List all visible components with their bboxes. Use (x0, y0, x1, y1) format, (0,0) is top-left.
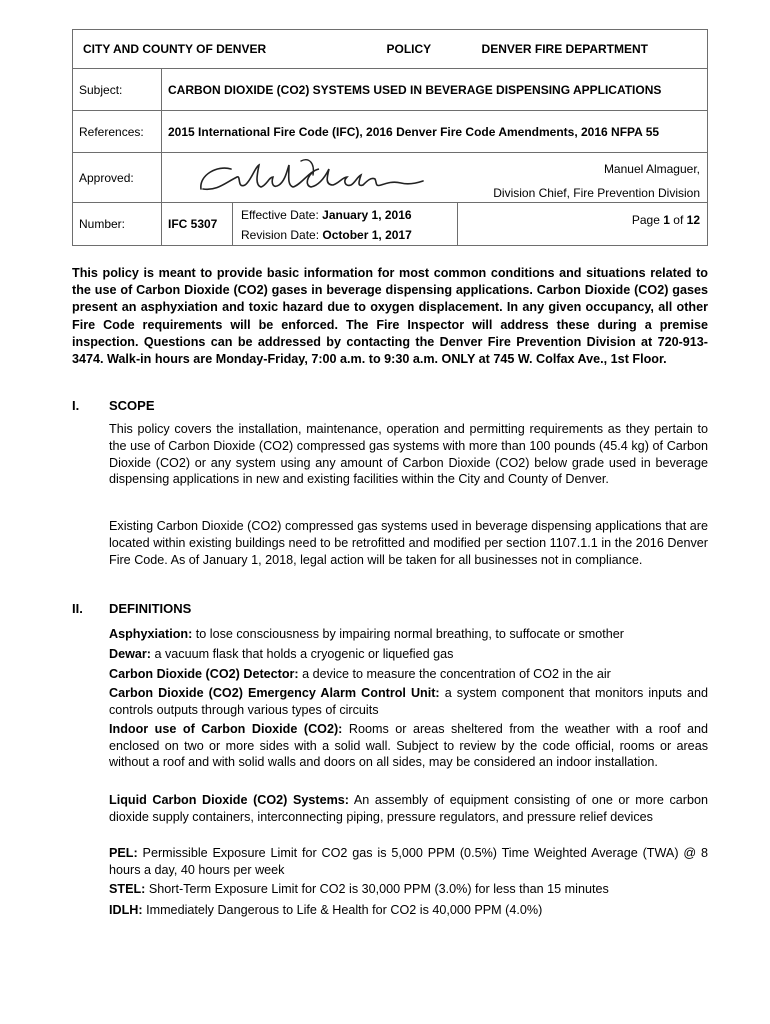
effective-date-label: Effective Date: (241, 208, 319, 222)
definition-term: STEL: (109, 882, 146, 896)
definition-term: Indoor use of Carbon Dioxide (CO2): (109, 722, 343, 736)
definition-term: Dewar: (109, 647, 151, 661)
definitions-heading (72, 601, 191, 616)
intro-paragraph: This policy is meant to provide basic information for most common conditions and situations related to the use of Carbon Dioxide (CO2) gases in beverage dispensing applications. Carbon Dioxide (CO2) gases present an asphyxiation and toxic hazard due to oxygen displacement. In any given occupancy, all other Fire Code requirements will be enforced. The Fire Inspector will address these during a premise inspection. Questions can be addressed by contacting the Denver Fire Prevention Division at 720-913-3474. Walk-in hours are Monday-Friday, 7:00 a.m. to 9:30 a.m. ONLY at 745 W. Colfax Ave., 1st Floor. (72, 266, 708, 367)
definition-term: PEL: (109, 846, 138, 860)
definition-item (109, 902, 708, 919)
references-label: References: (73, 111, 162, 153)
definition-term: Carbon Dioxide (CO2) Emergency Alarm Control Unit: (109, 686, 440, 700)
definition-item (109, 845, 708, 878)
scope-paragraph-1: This policy covers the installation, maintenance, operation and permitting requirements as they pertain to the use of Carbon Dioxide (CO2) compressed gas systems with more than 100 pounds (45.4 kg) of Carbon Dioxide (CO2) or any system using any amount of Carbon Dioxide (CO2) below grade used in beverage dispensing applications in new and existing facilities within the City and County of Denver. (109, 422, 708, 487)
definition-item (109, 721, 708, 771)
number-label: Number: (73, 203, 162, 246)
definition-text: a vacuum flask that holds a cryogenic or liquefied gas (154, 647, 454, 661)
definition-item (109, 626, 708, 643)
subject-label: Subject: (73, 69, 162, 111)
scope-paragraph-2: Existing Carbon Dioxide (CO2) compressed gas systems used in beverage dispensing applications that are located within existing buildings need to be retrofitted and modified per section 1107.1.1 in the 2016 Denver Fire Code. As of January 1, 2018, legal action will be taken for all businesses not in compliance. (109, 519, 708, 567)
definitions-number: II. (72, 601, 83, 616)
header-city: CITY AND COUNTY OF DENVER (83, 42, 267, 56)
page-of: of (673, 213, 684, 227)
definition-text: Permissible Exposure Limit for CO2 gas is 5,000 PPM (0.5%) Time Weighted Average (TWA) @ 8 hours a day, 40 hours per week (109, 846, 708, 877)
page-current: 1 (663, 213, 670, 227)
definition-term: Carbon Dioxide (CO2) Detector: (109, 667, 299, 681)
definition-term: Liquid Carbon Dioxide (CO2) Systems: (109, 793, 349, 807)
scope-number: I. (72, 398, 80, 413)
definition-text: Immediately Dangerous to Life & Health for CO2 is 40,000 PPM (4.0%) (146, 903, 543, 917)
definition-item (109, 666, 708, 683)
definition-item (109, 792, 708, 825)
definition-item (109, 646, 708, 663)
revision-date-line (241, 225, 449, 245)
definition-term: Asphyxiation: (109, 627, 193, 641)
definition-text: Rooms or areas sheltered from the weather with a roof and enclosed on two or more sides with a solid wall. Subject to review by the code official, rooms or areas without a roof and with solid walls and doors on all sides, may be considered an indoor installation. (109, 722, 709, 769)
effective-date-line (241, 205, 449, 225)
number-value: IFC 5307 (162, 203, 233, 245)
definition-term: IDLH: (109, 903, 143, 917)
definition-text: a device to measure the concentration of CO2 in the air (302, 667, 611, 681)
definition-item (109, 881, 708, 898)
definition-text: a system component that monitors inputs and controls outputs through various types of circuits (109, 686, 709, 717)
approved-label: Approved: (73, 153, 162, 203)
page-label: Page (631, 213, 660, 227)
header-department: DENVER FIRE DEPARTMENT (481, 42, 648, 56)
definition-item (109, 685, 708, 718)
approver-title: Division Chief, Fire Prevention Division (493, 186, 700, 200)
effective-date-value: January 1, 2016 (322, 208, 412, 222)
number-cell (162, 203, 708, 246)
subject-value: CARBON DIOXIDE (CO2) SYSTEMS USED IN BEVERAGE DISPENSING APPLICATIONS (162, 69, 708, 111)
header-policy: POLICY (386, 42, 432, 56)
revision-date-label: Revision Date: (241, 228, 320, 242)
approver-name: Manuel Almaguer, (603, 162, 700, 176)
definition-text: to lose consciousness by impairing normal breathing, to suffocate or smother (195, 627, 624, 641)
policy-header-table (72, 29, 708, 246)
definition-text: An assembly of equipment consisting of one or more carbon dioxide supply containers, interconnecting piping, pressure regulators, and pressure relief devices (109, 793, 708, 824)
scope-title: SCOPE (109, 398, 155, 413)
page-total: 12 (686, 213, 700, 227)
signature-image (197, 155, 427, 199)
revision-date-value: October 1, 2017 (322, 228, 412, 242)
header-row (73, 30, 708, 69)
definition-text: Short-Term Exposure Limit for CO2 is 30,000 PPM (3.0%) for less than 15 minutes (148, 882, 609, 896)
definitions-title: DEFINITIONS (109, 601, 192, 616)
scope-heading (72, 398, 155, 413)
approval-cell (162, 153, 708, 203)
dates-block (233, 203, 458, 245)
references-value: 2015 International Fire Code (IFC), 2016 Denver Fire Code Amendments, 2016 NFPA 55 (162, 111, 708, 153)
